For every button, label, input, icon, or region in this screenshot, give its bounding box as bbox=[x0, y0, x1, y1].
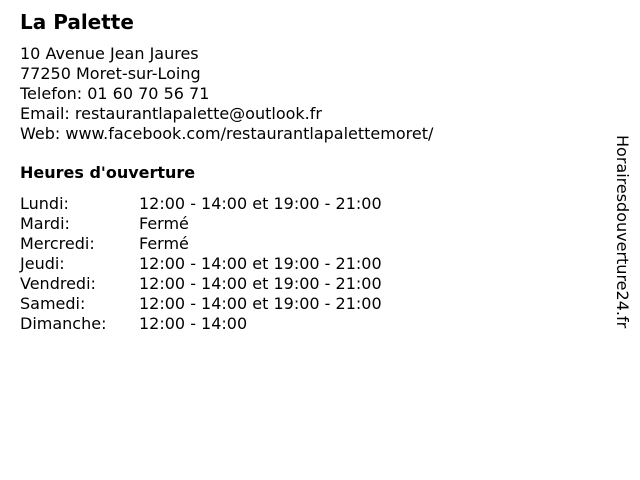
contact-block bbox=[20, 44, 433, 144]
hours-day: Dimanche: bbox=[20, 314, 107, 333]
hours-day: Vendredi: bbox=[20, 274, 96, 293]
website-url: Web: www.facebook.com/restaurantlapalettemoret/ bbox=[20, 124, 434, 143]
hours-time: 12:00 - 14:00 et 19:00 - 21:00 bbox=[139, 194, 382, 213]
hours-day: Mardi: bbox=[20, 214, 70, 233]
hours-day: Samedi: bbox=[20, 294, 86, 313]
site-watermark: Horairesdouverture24.fr bbox=[613, 135, 632, 329]
hours-day: Lundi: bbox=[20, 194, 69, 213]
hours-time: Fermé bbox=[139, 234, 189, 253]
restaurant-name: La Palette bbox=[20, 10, 134, 34]
address-street: 10 Avenue Jean Jaures bbox=[20, 44, 199, 63]
email-address: Email: restaurantlapalette@outlook.fr bbox=[20, 104, 322, 123]
opening-hours-heading: Heures d'ouverture bbox=[20, 163, 196, 182]
hours-time: 12:00 - 14:00 et 19:00 - 21:00 bbox=[139, 254, 382, 273]
address-city: 77250 Moret-sur-Loing bbox=[20, 64, 201, 83]
hours-time: 12:00 - 14:00 et 19:00 - 21:00 bbox=[139, 274, 382, 293]
hours-time: 12:00 - 14:00 et 19:00 - 21:00 bbox=[139, 294, 382, 313]
phone-number: Telefon: 01 60 70 56 71 bbox=[20, 84, 210, 103]
hours-time: 12:00 - 14:00 bbox=[139, 314, 248, 333]
hours-day: Mercredi: bbox=[20, 234, 95, 253]
hours-day: Jeudi: bbox=[20, 254, 65, 273]
hours-time: Fermé bbox=[139, 214, 189, 233]
